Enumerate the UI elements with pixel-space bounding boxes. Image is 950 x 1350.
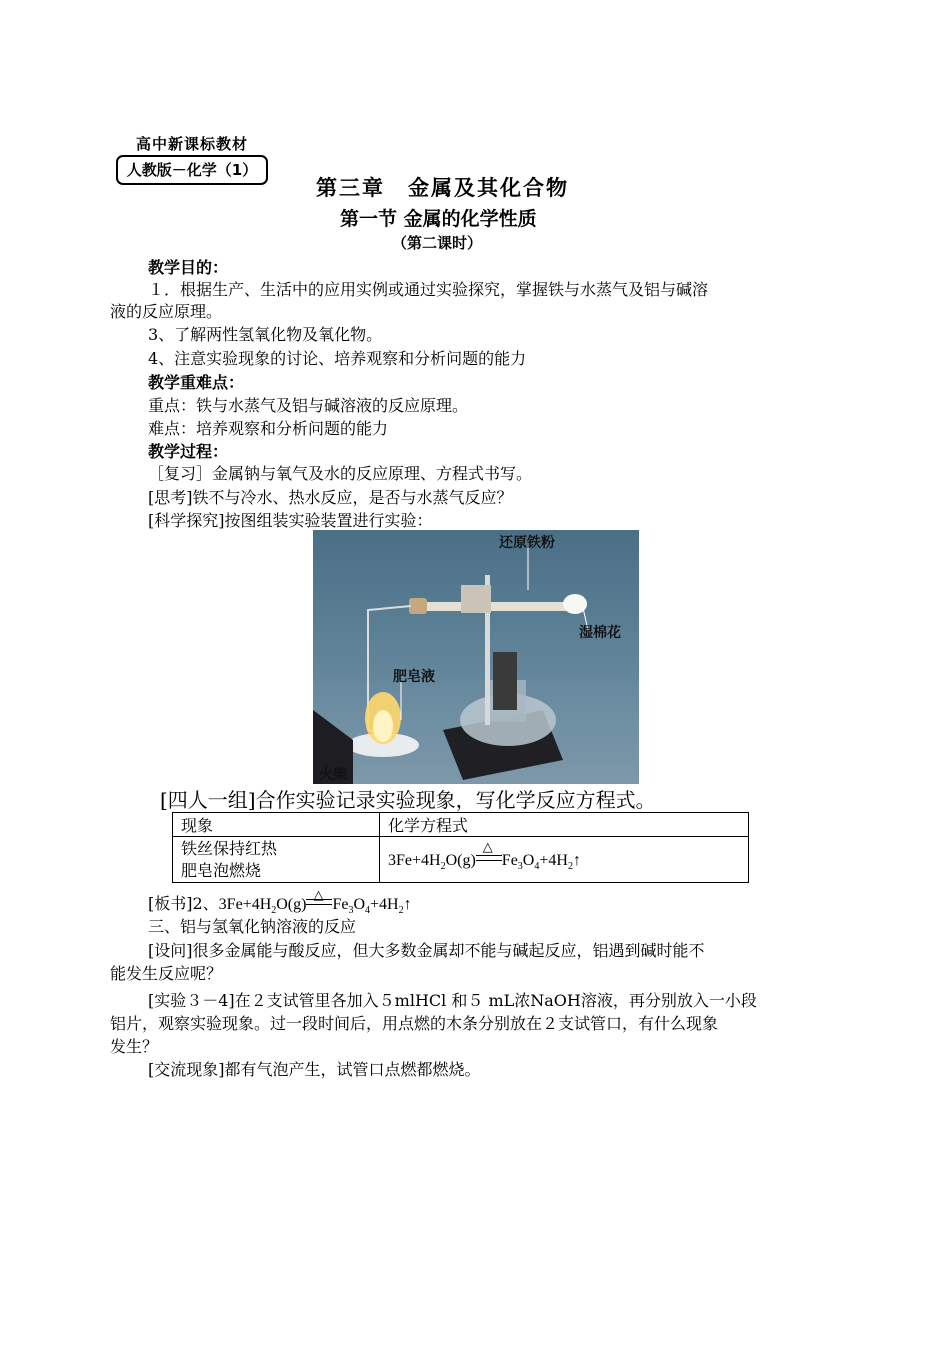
aluminum-title: 三、铝与氢氧化钠溶液的反应	[148, 917, 357, 936]
explore-line: [科学探究]按图组装实验装置进行实验：	[148, 511, 433, 530]
apparatus-illustration	[313, 530, 639, 784]
lesson-subtitle: （第二课时）	[392, 234, 483, 252]
textbook-badge	[116, 133, 268, 185]
objective-1-line1: １．根据生产、生活中的应用实例或通过实验探究，掌握铁与水蒸气及铝与碱溶	[148, 280, 709, 299]
badge-edition: 人教版－化学（1）	[116, 155, 268, 185]
table-header-equation: 化学方程式	[380, 813, 749, 837]
table-cell-phenomenon	[173, 837, 380, 883]
board-equation: $3Fe+4H_2O(g)$ △ $Fe_3O_4+4H_2↑$	[218, 887, 412, 917]
heat-equals-sign: △	[476, 847, 502, 867]
experiment-line1: [实验３－4]在２支试管里各加入５mlHCl 和５ mL浓NaOH溶液，再分别放入一小段	[148, 991, 757, 1010]
label-match: 火柴	[319, 767, 347, 783]
review-line: ［复习］金属钠与氧气及水的反应原理、方程式书写。	[148, 464, 533, 483]
label-soap-solution: 肥皂液	[393, 669, 435, 685]
phenomenon-1: 铁丝保持红热	[181, 838, 278, 858]
experiment-line3: 发生？	[110, 1037, 159, 1056]
board-heat-equals-sign: △	[306, 891, 332, 911]
observation-table	[172, 812, 749, 883]
group-work-line: [四人一组]合作实验记录实验现象，写化学反应方程式。	[160, 788, 656, 812]
apparatus-photo	[313, 530, 639, 784]
experiment-line2: 铝片，观察实验现象。过一段时间后，用点燃的木条分别放在２支试管口，有什么现象	[110, 1014, 719, 1033]
table-header-phenomenon: 现象	[173, 813, 380, 837]
objective-3: 3、了解两性氢氧化物及氧化物。	[148, 325, 383, 344]
label-iron-powder: 还原铁粉	[499, 535, 555, 551]
badge-title: 高中新课标教材	[135, 135, 248, 153]
table-cell-equation	[380, 837, 749, 883]
reaction-equation: $3Fe+4H_2O(g)$ △ $Fe_3O_4+4H_2↑$	[388, 838, 581, 873]
difficulty-point: 难点：培养观察和分析问题的能力	[148, 419, 389, 438]
section-title: 第一节 金属的化学性质	[340, 208, 537, 230]
table-row	[173, 837, 749, 883]
phenomenon-2: 肥皂泡燃烧	[181, 860, 262, 880]
question-line2: 能发生反应呢？	[110, 964, 223, 983]
label-wet-cotton: 湿棉花	[579, 625, 621, 641]
focus-point: 重点：铁与水蒸气及铝与碱溶液的反应原理。	[148, 396, 469, 415]
chapter-title: 第三章 金属及其化合物	[316, 175, 569, 200]
think-line: [思考]铁不与冷水、热水反应，是否与水蒸气反应？	[148, 488, 513, 507]
keypoints-heading: 教学重难点：	[148, 373, 245, 392]
question-line1: [设问]很多金属能与酸反应，但大多数金属却不能与碱起反应，铝遇到碱时能不	[148, 941, 705, 960]
table-header-row	[173, 813, 749, 837]
objective-4: 4、注意实验现象的讨论、培养观察和分析问题的能力	[148, 349, 527, 368]
process-heading: 教学过程：	[148, 442, 229, 461]
objective-1-line2: 液的反应原理。	[110, 302, 223, 321]
exchange-line: [交流现象]都有气泡产生，试管口点燃都燃烧。	[148, 1060, 481, 1079]
objectives-heading: 教学目的：	[148, 258, 229, 277]
board-line: [板书]2、$3Fe+4H_2O(g)$ △ $Fe_3O_4+4H_2↑$	[148, 887, 412, 917]
